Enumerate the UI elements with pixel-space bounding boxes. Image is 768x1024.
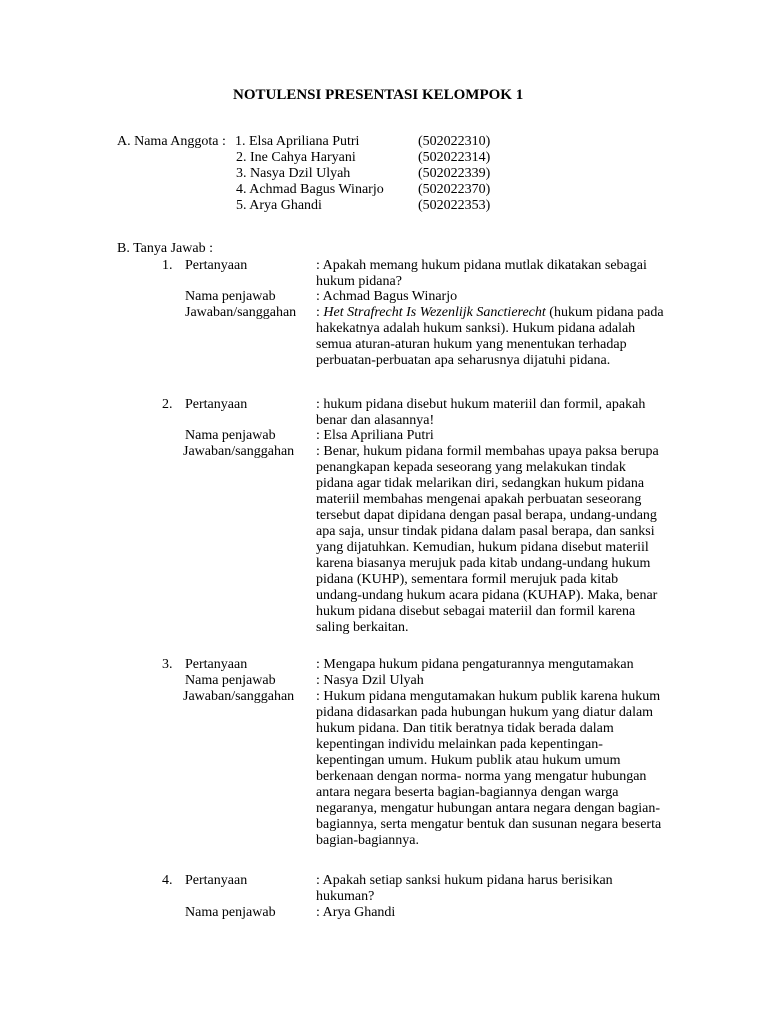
text-line: : Apakah memang hukum pidana mutlak dikatakan sebagai <box>316 258 647 273</box>
text-line: pidana (KUHP), sementara formil merujuk pada kitab <box>316 572 619 587</box>
answer-text <box>316 305 684 369</box>
text-line: hukum pidana. Dan titik beratnya tidak berada dalam <box>316 721 614 736</box>
answer-text <box>316 444 684 636</box>
section-a-label: A. Nama Anggota : <box>117 134 226 149</box>
text-line: : Apakah setiap sanksi hukum pidana harus berisikan <box>316 873 613 888</box>
text-line: antara negara beserta bagian-bagiannya dengan warga <box>316 785 619 800</box>
document-title: NOTULENSI PRESENTASI KELOMPOK 1 <box>233 87 524 103</box>
text-line: tersebut dapat dipidana dengan pasal berapa, undang-undang <box>316 508 657 523</box>
text-line: bagiannya, serta mengatur bentuk dan susunan negara beserta <box>316 817 662 832</box>
answerer-name: : Arya Ghandi <box>316 905 396 920</box>
member-nim: (502022310) <box>418 134 491 149</box>
text-line: negaranya, mengatur hubungan antara negara dengan bagian- <box>316 801 661 816</box>
answerer-label: Nama penjawab <box>185 673 276 688</box>
text-line: undang-undang hukum acara pidana (KUHAP). Maka, benar <box>316 588 658 603</box>
text-line: : Hukum pidana mengutamakan hukum publik karena hukum <box>316 689 661 704</box>
answer-label: Jawaban/sanggahan <box>183 444 295 459</box>
member-nim: (502022314) <box>418 150 491 165</box>
qa-number: 4. <box>162 873 173 888</box>
answer-italic-term: Het Strafrecht Is Wezenlijk Sanctierecht <box>323 305 546 320</box>
text-line: pidana didasarkan pada hubungan hukum yang diatur dalam <box>316 705 654 720</box>
answerer-name: : Nasya Dzil Ulyah <box>316 673 424 688</box>
answer-label: Jawaban/sanggahan <box>183 689 295 704</box>
text-line: benar dan alasannya! <box>316 413 435 428</box>
answerer-label: Nama penjawab <box>185 289 276 304</box>
text-span: (hukum pidana pada <box>545 305 664 320</box>
qa-number: 2. <box>162 397 173 412</box>
text-line: bagian-bagiannya. <box>316 833 420 848</box>
qa-number: 1. <box>162 258 173 273</box>
member-name: 5. Arya Ghandi <box>236 198 322 213</box>
member-name: 3. Nasya Dzil Ulyah <box>236 166 351 181</box>
text-line: yang dijatuhkan. Kemudian, hukum pidana disebut materiil <box>316 540 649 555</box>
text-line: saling berkaitan. <box>316 620 409 635</box>
text-line: hukuman? <box>316 889 375 904</box>
text-line: : Benar, hukum pidana formil membahas upaya paksa berupa <box>316 444 659 459</box>
question-text <box>316 657 684 673</box>
section-b-label: B. Tanya Jawab : <box>117 241 213 256</box>
text-line: : Het Strafrecht Is Wezenlijk Sanctierecht (hukum pidana pada <box>316 305 664 320</box>
text-line: perbuatan-perbuatan apa seharusnya dijatuhi pidana. <box>316 353 611 368</box>
member-name: 2. Ine Cahya Haryani <box>236 150 356 165</box>
text-line: hukum pidana disebut sebagai materiil dan formil karena <box>316 604 636 619</box>
text-line: hukum pidana? <box>316 274 402 289</box>
answer-text <box>316 689 684 849</box>
question-label: Pertanyaan <box>185 873 248 888</box>
text-line: kepentingan individu melainkan pada kepentingan- <box>316 737 603 752</box>
text-line: kepentingan umum. Hukum publik atau hukum umum <box>316 753 621 768</box>
member-name: 1. Elsa Apriliana Putri <box>235 134 360 149</box>
question-text <box>316 397 684 429</box>
qa-number: 3. <box>162 657 173 672</box>
text-line: apa saja, unsur tindak pidana dalam pasal berapa, dan sanksi <box>316 524 655 539</box>
answerer-name: : Achmad Bagus Winarjo <box>316 289 458 304</box>
answerer-name: : Elsa Apriliana Putri <box>316 428 434 443</box>
question-label: Pertanyaan <box>185 258 248 273</box>
question-text <box>316 873 684 905</box>
text-line: semua aturan-aturan hukum yang menentukan terhadap <box>316 337 627 352</box>
text-line: penangkapan kepada seseorang yang melakukan tindak <box>316 460 626 475</box>
text-line: karena biasanya merujuk pada kitab undang-undang hukum <box>316 556 651 571</box>
question-label: Pertanyaan <box>185 397 248 412</box>
question-text <box>316 258 684 290</box>
member-nim: (502022339) <box>418 166 491 181</box>
member-nim: (502022370) <box>418 182 491 197</box>
text-line: materiil membahas mengenai apakah perbuatan seseorang <box>316 492 642 507</box>
member-nim: (502022353) <box>418 198 491 213</box>
answer-label: Jawaban/sanggahan <box>185 305 297 320</box>
answerer-label: Nama penjawab <box>185 905 276 920</box>
text-line: : hukum pidana disebut hukum materiil dan formil, apakah <box>316 397 646 412</box>
question-label: Pertanyaan <box>185 657 248 672</box>
text-line: hakekatnya adalah hukum sanksi). Hukum pidana adalah <box>316 321 636 336</box>
answerer-label: Nama penjawab <box>185 428 276 443</box>
text-line: : Mengapa hukum pidana pengaturannya mengutamakan <box>316 657 634 672</box>
text-line: berkenaan dengan norma- norma yang mengatur hubungan <box>316 769 647 784</box>
text-line: pidana agar tidak melarikan diri, sedangkan hukum pidana <box>316 476 645 491</box>
member-name: 4. Achmad Bagus Winarjo <box>236 182 384 197</box>
